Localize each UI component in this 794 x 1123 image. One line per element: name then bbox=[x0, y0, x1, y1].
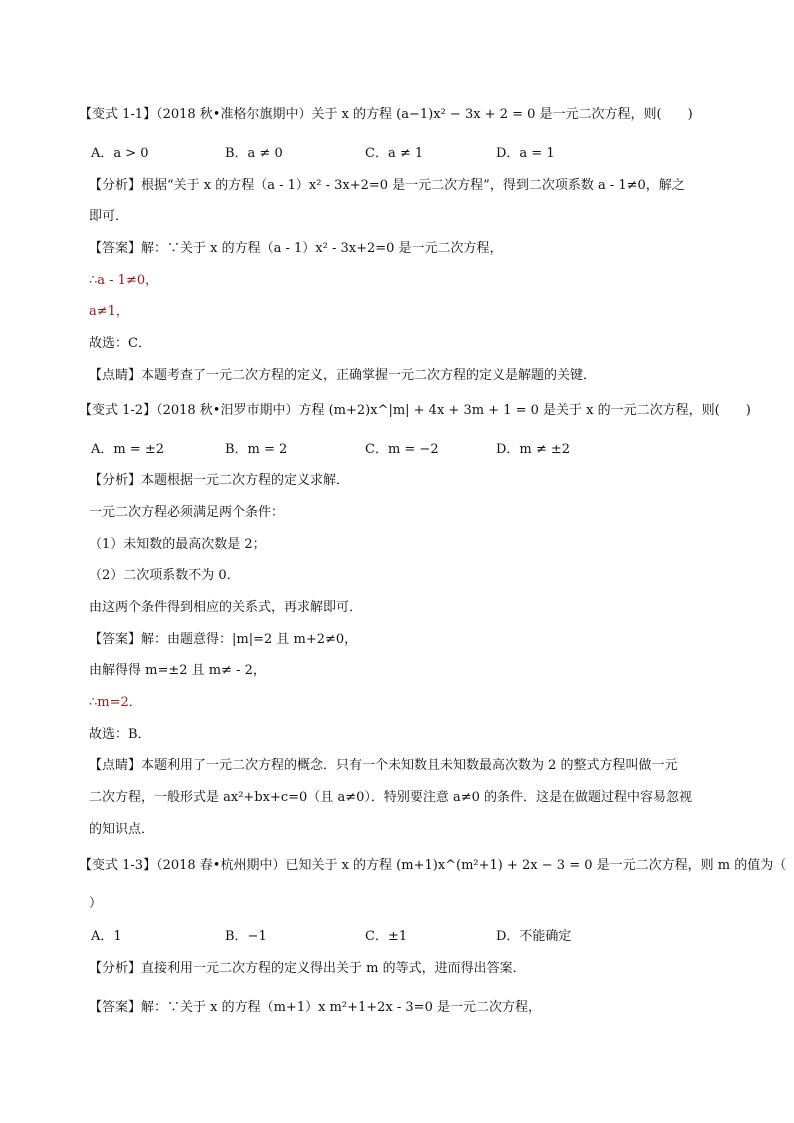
analysis-line: （1）未知数的最高次数是 2； bbox=[89, 537, 266, 552]
analysis-line: 一元二次方程必须满足两个条件： bbox=[89, 505, 285, 520]
analysis-line: 由这两个条件得到相应的关系式，再求解即可． bbox=[89, 600, 363, 615]
answer-line: 故选：B． bbox=[89, 727, 151, 742]
option-d: D．不能确定 bbox=[496, 929, 572, 944]
question-1-3-cont: ） bbox=[89, 896, 103, 911]
option-b: B．−1 bbox=[225, 929, 267, 944]
option-c: C．a ≠ 1 bbox=[365, 146, 424, 161]
option-a: A．1 bbox=[91, 929, 122, 944]
option-b: B．m = 2 bbox=[225, 442, 288, 457]
analysis-line: 【分析】根据“关于 x 的方程（a - 1）x² - 3x+2=0 是一元二次方程”，得到二次项系数 a - 1≠0，解之 bbox=[89, 178, 685, 193]
answer-line: ∴a - 1≠0， bbox=[89, 273, 159, 288]
option-a: A．a > 0 bbox=[91, 146, 149, 161]
option-a: A．m = ±2 bbox=[91, 442, 165, 457]
option-c: C．±1 bbox=[365, 929, 408, 944]
option-d: D．a = 1 bbox=[496, 146, 555, 161]
answer-line: ∴m=2． bbox=[89, 695, 142, 710]
comment-line: 的知识点． bbox=[89, 822, 155, 837]
answer-line: 【答案】解：∵关于 x 的方程（m+1）x m²+1+2x - 3=0 是一元二次方程， bbox=[89, 1000, 541, 1015]
comment-line: 【点睛】本题考查了一元二次方程的定义，正确掌握一元二次方程的定义是解题的关键． bbox=[89, 368, 597, 383]
comment-line: 【点睛】本题利用了一元二次方程的概念．只有一个未知数且未知数最高次数为 2 的整式方程叫做一元 bbox=[89, 758, 678, 773]
option-b: B．a ≠ 0 bbox=[225, 146, 283, 161]
question-1-1: 【变式 1-1】（2018 秋•准格尔旗期中）关于 x 的方程 (a−1)x² − 3x + 2 = 0 是一元二次方程，则( ) bbox=[79, 107, 693, 122]
analysis-line: （2）二次项系数不为 0． bbox=[89, 568, 240, 583]
analysis-line: 【分析】直接利用一元二次方程的定义得出关于 m 的等式，进而得出答案． bbox=[89, 961, 526, 976]
answer-line: 由解得得 m=±2 且 m≠ - 2， bbox=[89, 663, 266, 678]
analysis-line: 即可． bbox=[89, 209, 129, 224]
answer-line: 故选：C． bbox=[89, 336, 151, 351]
question-1-3: 【变式 1-3】（2018 春•杭州期中）已知关于 x 的方程 (m+1)x^(m²+1) + 2x − 3 = 0 是一元二次方程，则 m 的值为（ bbox=[79, 858, 787, 873]
analysis-line: 【分析】本题根据一元二次方程的定义求解． bbox=[89, 473, 350, 488]
answer-line: 【答案】解：由题意得：|m|=2 且 m+2≠0， bbox=[89, 632, 358, 647]
question-1-2: 【变式 1-2】（2018 秋•汨罗市期中）方程 (m+2)x^|m| + 4x + 3m + 1 = 0 是关于 x 的一元二次方程，则( ) bbox=[79, 403, 751, 418]
comment-line: 二次方程，一般形式是 ax²+bx+c=0（且 a≠0）．特别要注意 a≠0 的条件．这是在做题过程中容易忽视 bbox=[89, 790, 693, 805]
option-c: C．m = −2 bbox=[365, 442, 439, 457]
option-d: D．m ≠ ±2 bbox=[496, 442, 571, 457]
answer-line: 【答案】解：∵关于 x 的方程（a - 1）x² - 3x+2=0 是一元二次方程， bbox=[89, 241, 503, 256]
answer-line: a≠1， bbox=[89, 304, 129, 319]
